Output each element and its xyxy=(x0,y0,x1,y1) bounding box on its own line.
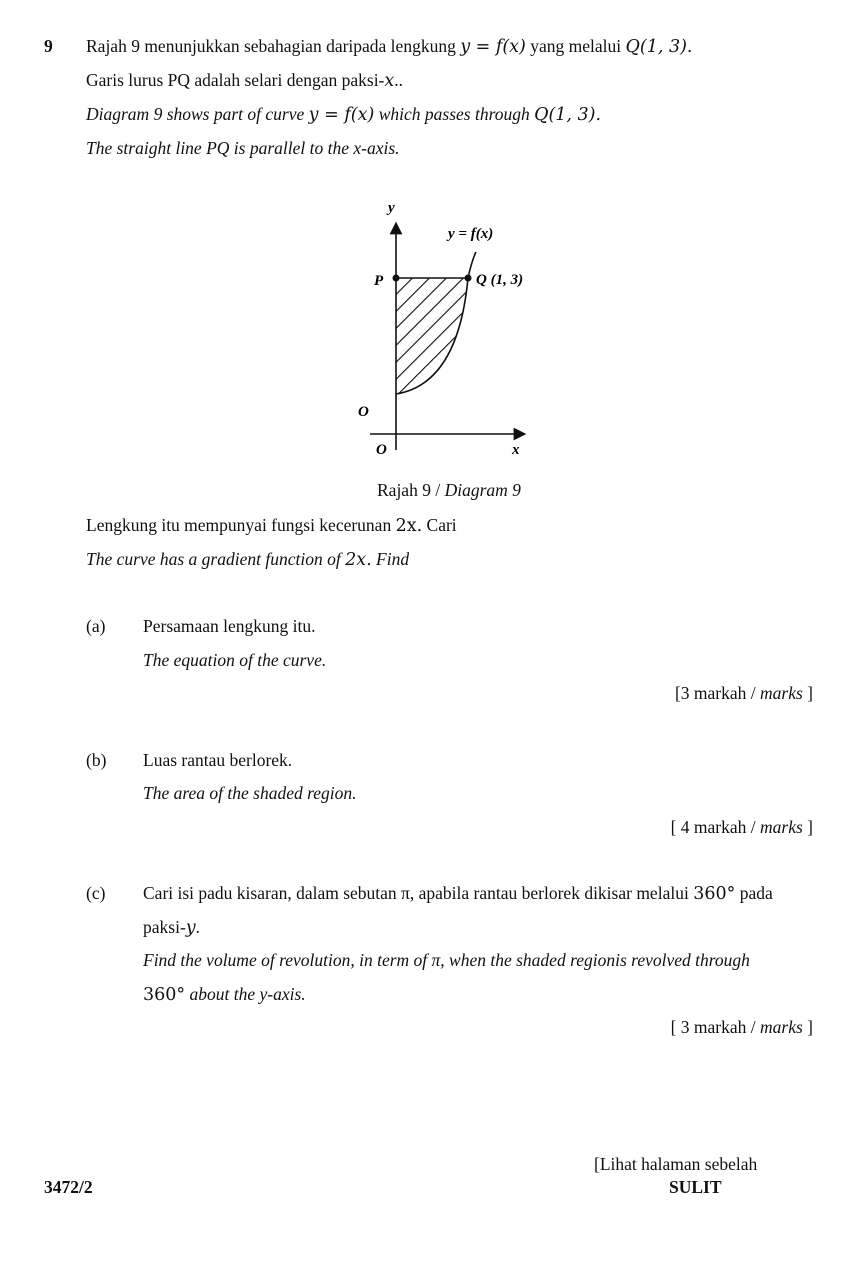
marks-malay: [3 markah / xyxy=(674,683,756,703)
part-b-malay: Luas rantau berlorek. xyxy=(143,750,293,770)
angle-360-en: 360° xyxy=(143,985,186,1005)
caption-english: Diagram 9 xyxy=(444,480,521,500)
diagram-9 xyxy=(330,190,570,470)
marks-english: marks xyxy=(760,1017,803,1037)
gradient-malay-find: Cari xyxy=(426,515,457,535)
part-c-paksi: paksi- xyxy=(143,917,186,937)
marks-english: marks xyxy=(760,817,803,837)
part-c-malay-pada: pada xyxy=(739,883,773,903)
x-variable: x xyxy=(384,71,395,91)
part-c-english-end: about the y-axis. xyxy=(189,984,306,1004)
gradient-expression: 2x. xyxy=(395,516,423,536)
stem-malay-line-1 xyxy=(86,35,693,58)
origin-label-upper: O xyxy=(358,404,369,420)
point-q-label: Q (1, 3) xyxy=(476,272,524,288)
stem-english-text: Diagram 9 shows part of curve xyxy=(86,104,305,124)
part-c-malay-line-1 xyxy=(143,882,773,905)
stem-english-text-2: which passes through xyxy=(378,104,530,124)
caption-malay: Rajah 9 / xyxy=(377,480,441,500)
marks-malay: [ 3 markah / xyxy=(670,1017,756,1037)
y-axis-label: y xyxy=(388,200,395,216)
point-q-coordinates-en: Q(1, 3). xyxy=(534,105,602,125)
marks-close: ] xyxy=(807,817,813,837)
point-p-label: P xyxy=(374,273,384,289)
question-number: 9 xyxy=(44,36,53,56)
part-a-english: The equation of the curve. xyxy=(143,650,327,670)
diagram-caption xyxy=(377,479,521,501)
stem-malay-end: .. xyxy=(394,70,404,90)
part-c-period: . xyxy=(195,917,201,937)
part-a-label: (a) xyxy=(86,616,106,636)
part-a-marks xyxy=(675,682,813,704)
marks-close: ] xyxy=(807,1017,813,1037)
gradient-english xyxy=(86,548,409,571)
part-c-malay-text: Cari isi padu kisaran, dalam sebutan π, apabila rantau berlorek dikisar melalui xyxy=(143,883,689,903)
stem-malay-line-2 xyxy=(86,69,403,92)
stem-malay-text-2: yang melalui xyxy=(530,36,622,56)
gradient-expression-en: 2x. xyxy=(345,550,372,570)
marks-malay: [ 4 markah / xyxy=(670,817,756,837)
part-c-english-line-1: Find the volume of revolution, in term of π, when the shaded regionis revolved through xyxy=(143,950,750,970)
part-c-malay-line-2 xyxy=(143,916,200,939)
gradient-english-text: The curve has a gradient function of xyxy=(86,549,341,569)
marks-close: ] xyxy=(807,683,813,703)
curve-label: y = f(x) xyxy=(448,226,494,242)
part-b-marks xyxy=(671,816,813,838)
curve-equation-en: y = f(x) xyxy=(308,105,375,125)
gradient-malay xyxy=(86,514,457,537)
footer-next-page: [Lihat halaman sebelah xyxy=(594,1154,758,1174)
part-c-label: (c) xyxy=(86,883,106,903)
part-c-english-line-2 xyxy=(143,983,306,1006)
gradient-malay-text: Lengkung itu mempunyai fungsi kecerunan xyxy=(86,515,392,535)
marks-english: marks xyxy=(760,683,803,703)
gradient-english-find: Find xyxy=(376,549,410,569)
angle-360: 360° xyxy=(693,884,736,904)
part-b-label: (b) xyxy=(86,750,107,770)
footer-status: SULIT xyxy=(669,1177,722,1197)
stem-english-line-1 xyxy=(86,103,601,126)
stem-malay-text: Rajah 9 menunjukkan sebahagian daripada lengkung xyxy=(86,36,456,56)
part-b-english: The area of the shaded region. xyxy=(143,783,357,803)
curve-equation: y = f(x) xyxy=(460,37,526,57)
y-variable: y xyxy=(185,918,196,938)
origin-label-lower: O xyxy=(376,442,387,458)
point-p xyxy=(393,275,400,282)
stem-english-line-2: The straight line PQ is parallel to the x-axis. xyxy=(86,138,400,158)
point-q xyxy=(465,275,472,282)
stem-malay-parallel-text: Garis lurus PQ adalah selari dengan paksi- xyxy=(86,70,385,90)
part-a-malay: Persamaan lengkung itu. xyxy=(143,616,316,636)
part-c-marks xyxy=(671,1016,813,1038)
x-axis-label: x xyxy=(512,442,520,458)
point-q-coordinates: Q(1, 3). xyxy=(625,37,693,57)
footer-paper-code: 3472/2 xyxy=(44,1177,93,1197)
